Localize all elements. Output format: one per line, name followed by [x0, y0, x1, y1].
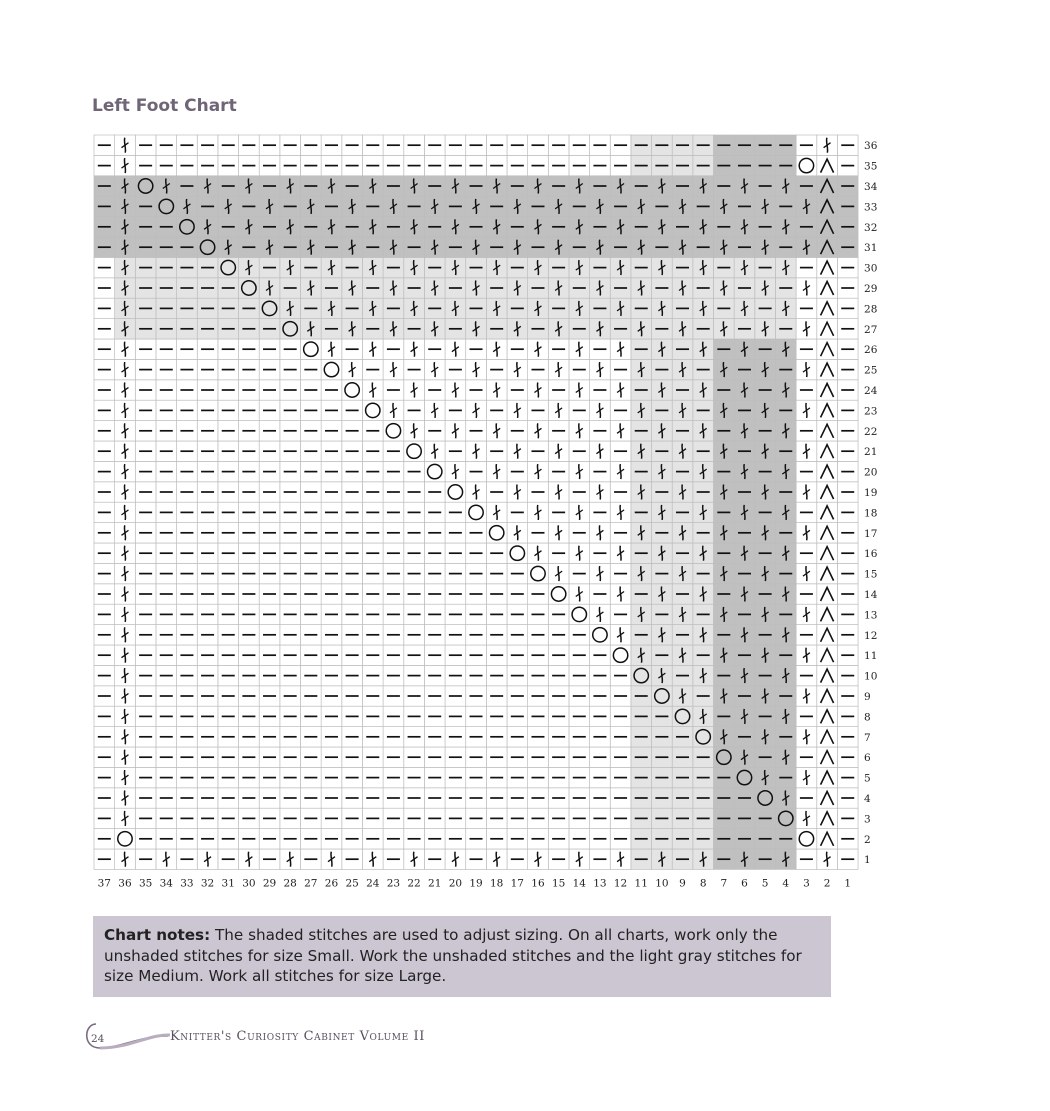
- column-number-label: 6: [741, 877, 748, 890]
- row-number-label: 26: [864, 344, 878, 357]
- column-number-label: 36: [118, 877, 132, 890]
- column-number-label: 34: [159, 877, 173, 890]
- column-numbers: [98, 877, 851, 889]
- column-number-label: 5: [761, 877, 769, 890]
- column-number-label: 7: [720, 877, 728, 890]
- row-number-label: 33: [864, 201, 878, 214]
- column-number-label: 9: [679, 877, 686, 890]
- row-number-label: 22: [864, 425, 878, 438]
- row-number-label: 31: [864, 242, 878, 255]
- column-number-label: 31: [221, 877, 235, 890]
- column-number-label: 24: [366, 877, 380, 890]
- column-number-label: 17: [510, 877, 525, 890]
- column-number-label: 32: [200, 877, 215, 890]
- column-number-label: 15: [551, 877, 566, 890]
- row-number-label: 34: [864, 181, 878, 193]
- row-number-label: 8: [864, 711, 871, 724]
- row-number-label: 35: [864, 160, 878, 173]
- row-number-label: 2: [864, 833, 871, 846]
- column-number-label: 13: [593, 877, 607, 890]
- chart-notes-label: Chart notes:: [104, 926, 211, 944]
- column-number-label: 26: [324, 877, 339, 890]
- row-number-label: 18: [864, 507, 878, 520]
- row-number-label: 27: [864, 323, 878, 336]
- column-number-label: 11: [634, 877, 648, 890]
- column-number-label: 37: [97, 877, 112, 890]
- column-number-label: 20: [448, 877, 463, 890]
- row-number-label: 23: [864, 405, 878, 418]
- column-number-label: 3: [803, 877, 810, 890]
- row-number-label: 6: [864, 752, 871, 765]
- row-number-label: 19: [864, 487, 878, 499]
- row-number-label: 25: [864, 364, 878, 377]
- column-number-label: 28: [283, 877, 297, 890]
- chart-title: Left Foot Chart: [92, 96, 237, 116]
- row-number-label: 20: [864, 466, 878, 479]
- column-number-label: 27: [304, 877, 318, 890]
- row-number-label: 9: [864, 691, 871, 703]
- row-number-label: 15: [864, 568, 878, 581]
- page-number: 24: [91, 1033, 105, 1045]
- column-number-label: 8: [699, 877, 707, 890]
- row-number-label: 32: [864, 221, 878, 234]
- row-number-label: 14: [864, 589, 878, 601]
- row-number-label: 16: [864, 548, 878, 561]
- column-number-label: 30: [242, 877, 256, 890]
- footer-book-title: Knitter's Curiosity Cabinet Volume II: [170, 1029, 425, 1044]
- row-number-label: 17: [864, 527, 878, 540]
- row-number-label: 3: [864, 813, 871, 826]
- column-number-label: 22: [407, 877, 421, 890]
- row-number-label: 4: [864, 793, 871, 805]
- column-number-label: 21: [428, 877, 442, 890]
- column-number-label: 19: [469, 877, 483, 890]
- row-number-label: 11: [864, 650, 878, 663]
- column-number-label: 1: [844, 877, 852, 890]
- chart-notes: [93, 916, 831, 997]
- row-number-label: 13: [864, 609, 878, 622]
- column-number-label: 23: [386, 877, 401, 890]
- row-number-label: 36: [864, 140, 878, 153]
- row-numbers: [864, 140, 878, 866]
- row-number-label: 29: [864, 283, 878, 295]
- row-number-label: 1: [864, 854, 871, 867]
- row-number-label: 7: [864, 731, 871, 744]
- column-number-label: 2: [823, 877, 831, 890]
- column-number-label: 35: [138, 877, 153, 890]
- row-number-label: 10: [864, 670, 878, 683]
- chart-notes-text: The shaded stitches are used to adjust sizing. On all charts, work only the unshaded stitches for size Small. Work the unshaded stitches and the light gray stitches for size Medium. Work all stitches for size Large.: [104, 926, 802, 985]
- column-number-label: 25: [345, 877, 359, 890]
- column-number-label: 33: [180, 877, 194, 890]
- row-number-label: 28: [864, 303, 878, 316]
- row-number-label: 21: [864, 446, 878, 459]
- column-number-label: 16: [531, 877, 545, 890]
- column-number-label: 29: [262, 877, 277, 890]
- column-number-label: 4: [782, 877, 790, 890]
- column-number-label: 12: [613, 877, 628, 890]
- row-number-label: 30: [864, 262, 878, 275]
- column-number-label: 14: [572, 877, 586, 890]
- column-number-label: 10: [655, 877, 669, 890]
- row-number-label: 5: [864, 772, 871, 785]
- column-number-label: 18: [489, 877, 504, 890]
- row-number-label: 12: [864, 629, 878, 642]
- row-number-label: 24: [864, 385, 878, 397]
